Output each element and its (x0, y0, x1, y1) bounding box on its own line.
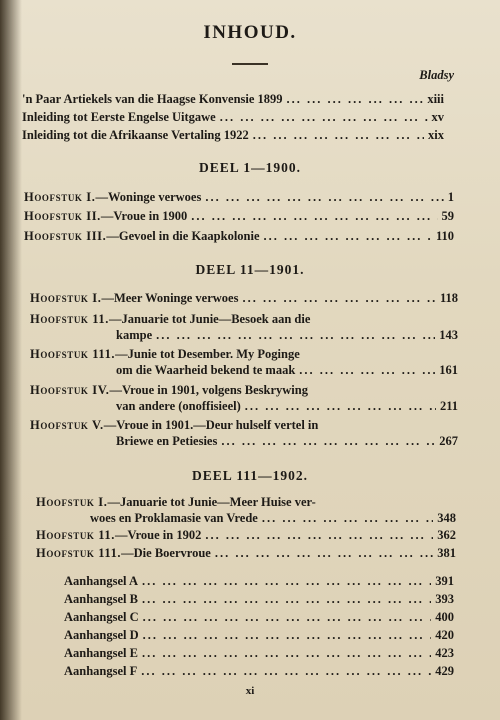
chapter-number: Hoofstuk 111. (36, 546, 122, 560)
toc-entry-page: 59 (441, 209, 454, 223)
toc-entry-page: 348 (437, 511, 456, 525)
chapter-title: —Woninge verwoes (95, 190, 202, 204)
chapter-number: Hoofstuk III. (24, 229, 107, 243)
dot-leader (191, 209, 437, 224)
toc-entry-page: 1 (447, 190, 454, 204)
appendix-page: 393 (435, 592, 454, 606)
chapter-title: —Januarie tot Junie—Besoek aan die (109, 312, 311, 326)
toc-entry-page: 381 (437, 546, 456, 560)
chapter-number: Hoofstuk IV. (30, 383, 110, 397)
dot-leader (253, 128, 424, 143)
part-heading: DEEL 11—1901. (195, 262, 305, 277)
appendix-page: 429 (435, 664, 454, 678)
toc-entry-continuation (90, 511, 456, 526)
appendix-label: Aanhangsel E (64, 646, 138, 660)
appendix-page: 400 (435, 610, 454, 624)
page-title: INHOUD. (203, 22, 297, 43)
chapter-title-continued: van andere (onoffisieel) (116, 399, 241, 413)
dot-leader (142, 646, 431, 661)
chapter-title: —Januarie tot Junie—Meer Huise ver- (107, 495, 316, 509)
chapter-number: Hoofstuk I. (24, 190, 96, 204)
chapter-title-continued: woes en Proklamasie van Vrede (90, 511, 258, 525)
chapter-title-continued: om die Waarheid bekend te maak (116, 363, 296, 377)
toc-entry-continuation (116, 399, 458, 414)
toc-entry-page: 143 (439, 328, 458, 342)
chapter-number: Hoofstuk 111. (30, 347, 116, 361)
part-heading: DEEL 1—1900. (198, 160, 302, 175)
chapter-title: —Gevoel in die Kaapkolonie (106, 229, 260, 243)
dot-leader (205, 190, 443, 205)
part-heading: DEEL 111—1902. (191, 468, 309, 483)
appendix-entry (64, 628, 454, 643)
chapter-number: Hoofstuk 11. (36, 528, 115, 542)
dot-leader (221, 434, 435, 449)
dot-leader (143, 628, 432, 643)
appendix-entry (64, 592, 454, 607)
toc-entry (30, 291, 458, 306)
dot-leader (215, 546, 433, 561)
dot-leader (156, 328, 435, 343)
toc-entry-line (36, 495, 316, 510)
toc-entry-page: 267 (439, 434, 458, 448)
toc-entry-page: 118 (439, 291, 458, 305)
dot-leader (142, 592, 431, 607)
dot-leader (245, 399, 436, 414)
dot-leader (299, 363, 435, 378)
toc-entry-line (30, 383, 308, 398)
dot-leader (287, 92, 424, 107)
dot-leader (242, 291, 435, 306)
appendix-entry (64, 664, 454, 679)
dot-leader (205, 528, 433, 543)
dot-leader (262, 511, 433, 526)
appendix-label: Aanhangsel A (64, 574, 138, 588)
appendix-label: Aanhangsel C (64, 610, 139, 624)
toc-entry-continuation (116, 363, 458, 378)
toc-entry (24, 229, 454, 244)
toc-entry-page: 110 (435, 229, 454, 243)
chapter-title: —Vroue in 1901, volgens Beskrywing (109, 383, 308, 397)
dot-leader (142, 574, 431, 589)
title-rule (232, 63, 268, 65)
toc-entry-label: Inleiding tot die Afrikaanse Vertaling 1922 (22, 128, 249, 142)
appendix-label: Aanhangsel D (64, 628, 139, 642)
chapter-number: Hoofstuk 11. (30, 312, 109, 326)
toc-entry-page: xix (428, 128, 444, 142)
toc-entry (24, 209, 454, 224)
toc-entry (36, 528, 456, 543)
chapter-number: Hoofstuk I. (36, 495, 108, 509)
toc-entry (22, 110, 444, 125)
appendix-entry (64, 574, 454, 589)
toc-entry-page: 161 (439, 363, 458, 377)
toc-entry-line (30, 312, 310, 327)
appendix-entry (64, 610, 454, 625)
toc-entry-line (30, 347, 300, 362)
chapter-title: —Vroue in 1900 (100, 209, 188, 223)
appendix-page: 420 (435, 628, 454, 642)
toc-entry (22, 92, 444, 107)
chapter-title: —Junie tot Desember. My Poginge (115, 347, 300, 361)
chapter-title-continued: Briewe en Petiesies (116, 434, 218, 448)
dot-leader (220, 110, 428, 125)
toc-entry-line (30, 418, 318, 433)
chapter-title: —Vroue in 1901.—Deur hulself vertel in (103, 418, 319, 432)
toc-entry (22, 128, 444, 143)
page-folio: xi (245, 685, 255, 697)
dot-leader (143, 610, 432, 625)
chapter-number: Hoofstuk I. (30, 291, 102, 305)
page-column-header: Bladsy (419, 68, 454, 82)
toc-entry-continuation (116, 434, 458, 449)
appendix-page: 423 (435, 646, 454, 660)
toc-entry-page: xiii (427, 92, 444, 106)
appendix-page: 391 (435, 574, 454, 588)
toc-entry-continuation (116, 328, 458, 343)
toc-entry-page: 211 (439, 399, 458, 413)
dot-leader (141, 664, 431, 679)
chapter-title: —Vroue in 1902 (115, 528, 202, 542)
toc-entry-page: 362 (437, 528, 456, 542)
toc-entry (36, 546, 456, 561)
chapter-title-continued: kampe (116, 328, 153, 342)
appendix-label: Aanhangsel B (64, 592, 138, 606)
appendix-entry (64, 646, 454, 661)
toc-entry-label: Inleiding tot Eerste Engelse Uitgawe (22, 110, 216, 124)
dot-leader (264, 229, 432, 244)
toc-entry (24, 190, 454, 205)
chapter-number: Hoofstuk II. (24, 209, 101, 223)
chapter-number: Hoofstuk V. (30, 418, 104, 432)
toc-entry-page: xv (431, 110, 444, 124)
chapter-title: —Die Boervroue (121, 546, 211, 560)
chapter-title: —Meer Woninge verwoes (101, 291, 239, 305)
toc-entry-label: 'n Paar Artiekels van die Haagse Konvensie 1899 (22, 92, 283, 106)
appendix-label: Aanhangsel F (64, 664, 138, 678)
